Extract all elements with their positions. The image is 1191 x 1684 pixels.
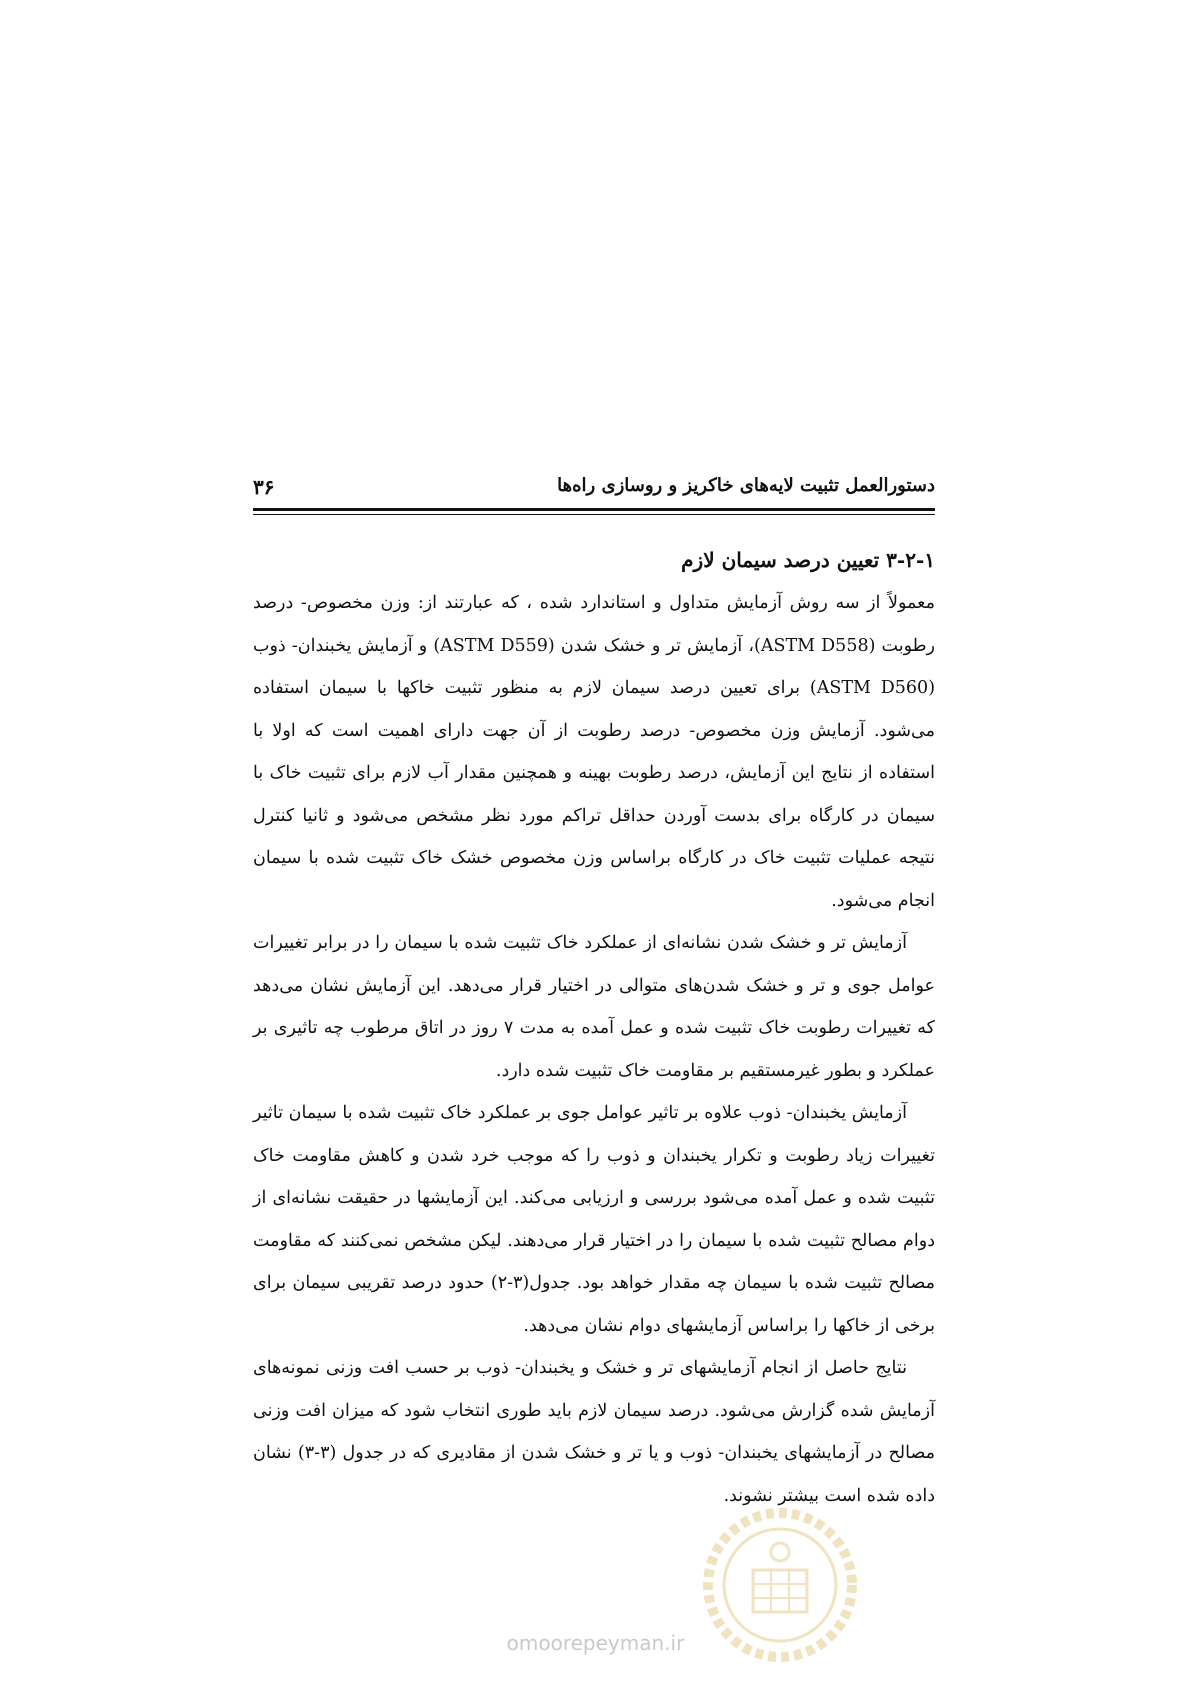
book-title: دستورالعمل تثبیت لایه‌های خاکریز و روسازی راه‌ها bbox=[557, 475, 935, 496]
section-heading: ۳-۲-۱ تعیین درصد سیمان لازم bbox=[681, 548, 935, 572]
page-number: ۳۶ bbox=[253, 475, 275, 499]
paragraph-1: معمولاً از سه روش آزمایش متداول و استاندارد شده ، که عبارتند از: وزن مخصوص- درصد رطوبت (ASTM D558)، آزمایش تر و خشک شدن (ASTM D559) و آزمایش یخبندان- ذوب (ASTM D560) برای تعیین درصد سیمان لازم به منظور تثبیت خاکها با سیمان استفاده می‌شود. آزمایش وزن مخصوص- درصد رطوبت از آن جهت دارای اهمیت است که اولا با استفاده از نتایج این آزمایش، درصد رطوبت بهینه و همچنین مقدار آب لازم برای تثبیت خاک با سیمان در کارگاه برای بدست آوردن حداقل تراکم مورد نظر مشخص می‌شود و ثانیا کنترل نتیجه عملیات تثبیت خاک در کارگاه براساس وزن مخصوص خشک خاک تثبیت شده با سیمان انجام می‌شود. bbox=[253, 593, 936, 911]
watermark-site: omoorepeyman.ir bbox=[506, 1631, 685, 1655]
paragraph-2: آزمایش تر و خشک شدن نشانه‌ای از عملکرد خاک تثبیت شده با سیمان را در برابر تغییرات عوامل جوی و تر و خشک شدن‌های متوالی در اختیار قرار می‌دهد. این آزمایش نشان می‌دهد که تغییرات رطوبت خاک تثبیت شده و عمل آمده به مدت ۷ روز در اتاق مرطوب چه تاثیری بر عملکرد و بطور غیرمستقیم بر مقاومت خاک تثبیت شده دارد. bbox=[253, 933, 935, 1081]
paragraph-3: آزمایش یخبندان- ذوب علاوه بر تاثیر عوامل جوی بر عملکرد خاک تثبیت شده با سیمان تاثیر تغییرات زیاد رطوبت و تکرار یخبندان و ذوب را که موجب خرد شدن و کاهش مقاومت خاک تثبیت شده و عمل آمده می‌شود بررسی و ارزیابی می‌کند. این آزمایشها در حقیقت نشانه‌ای از دوام مصالح تثبیت شده با سیمان را در اختیار قرار می‌دهند. لیکن مشخص نمی‌کنند که مقاومت مصالح تثبیت شده با سیمان چه مقدار خواهد بود. جدول(۳-۲) حدود درصد تقریبی سیمان برای برخی از خاکها را براساس آزمایشهای دوام نشان می‌دهد. bbox=[253, 1103, 935, 1336]
header-rule-thick bbox=[253, 508, 935, 511]
body-text bbox=[253, 540, 935, 1517]
paragraph-4: نتایج حاصل از انجام آزمایشهای تر و خشک و یخبندان- ذوب بر حسب افت وزنی نمونه‌های آزمایش شده گزارش می‌شود. درصد سیمان لازم باید طوری انتخاب شود که میزان افت وزنی مصالح در آزمایشهای یخبندان- ذوب و یا تر و خشک شدن از مقادیری که در جدول (۳-۳) نشان داده شده است بیشتر نشوند. bbox=[253, 1358, 935, 1506]
watermark-logo-icon bbox=[695, 1500, 865, 1670]
running-header bbox=[253, 473, 935, 505]
header-rule-thin bbox=[253, 514, 935, 515]
